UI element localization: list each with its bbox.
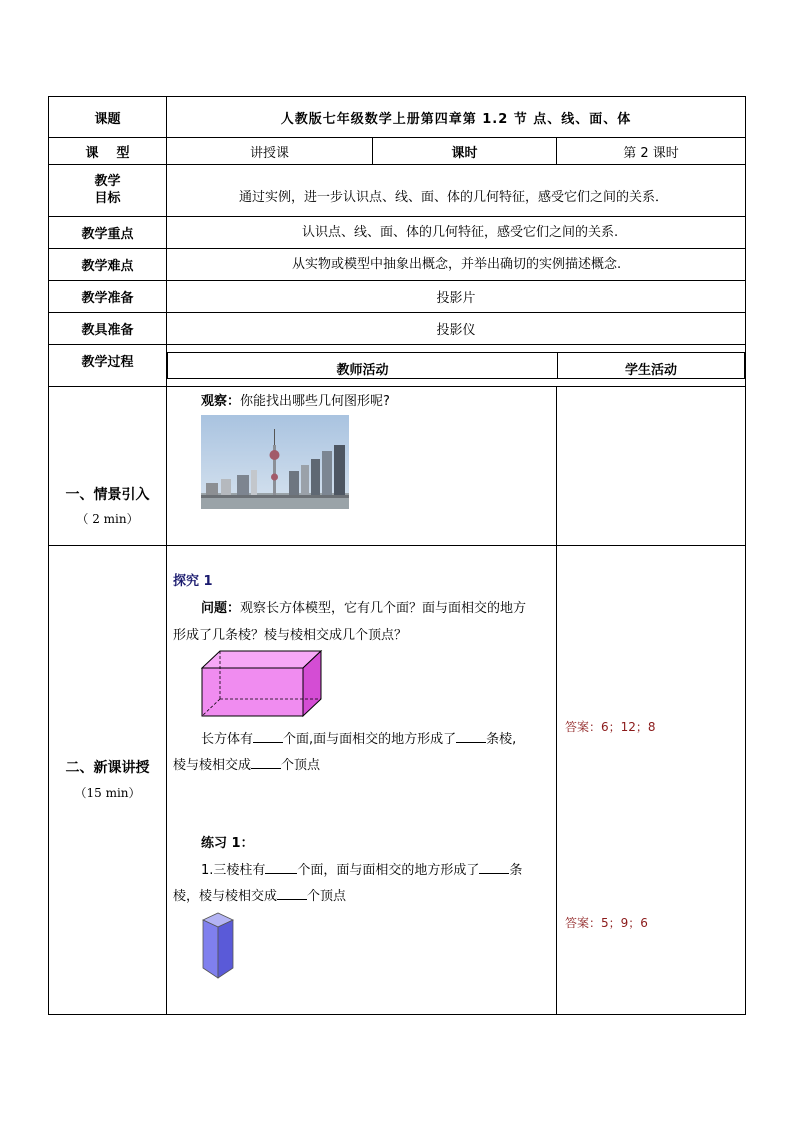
cuboid-faces-blank — [253, 730, 283, 743]
cuboid-line-2b: 个顶点 — [281, 758, 321, 773]
observe-label: 观察： — [201, 394, 241, 409]
cuboid-edges-blank — [456, 730, 486, 743]
difficulty-label: 教学难点 — [49, 249, 167, 281]
prep-text: 投影片 — [167, 281, 746, 313]
process-label: 教学过程 — [49, 345, 167, 387]
stage1-label-cell — [49, 387, 167, 546]
prism-vertices-blank — [277, 887, 307, 900]
prism-line-1a: 1.三棱柱有 — [201, 863, 266, 878]
stage1-label: 一、情景引入 — [65, 486, 150, 503]
difficulty-text — [167, 249, 746, 281]
question-text-1: 观察长方体模型，它有几个面？面与面相交的地方 — [240, 601, 527, 616]
period-label: 课时 — [373, 138, 557, 165]
prism-line-1c: 条 — [509, 863, 523, 878]
goal-label: 教学 目标 — [49, 165, 167, 217]
practice-title: 练习 1： — [201, 836, 254, 851]
prism-line-2a: 棱，棱与棱相交成 — [173, 889, 278, 904]
stage1-student-cell — [557, 387, 746, 546]
goal-text — [167, 165, 746, 217]
lesson-plan-table — [48, 96, 746, 1015]
explore-title: 探究 1 — [173, 574, 213, 589]
stage2-label-cell — [49, 546, 167, 1015]
type-label: 课 型 — [49, 138, 167, 165]
cuboid-line-1a: 长方体有 — [201, 732, 254, 747]
answer-2: 答案：5；9；6 — [565, 916, 648, 930]
period-value: 第 2 课时 — [557, 138, 746, 165]
type-value: 讲授课 — [167, 138, 373, 165]
prism-line-1b: 个面，面与面相交的地方形成了 — [297, 863, 480, 878]
teacher-activity-label: 教师活动 — [168, 353, 558, 379]
cuboid-vertices-blank — [251, 756, 281, 769]
tools-text: 投影仪 — [167, 313, 746, 345]
question-text-2: 形成了几条棱？棱与棱相交成几个顶点？ — [173, 628, 408, 643]
prep-label: 教学准备 — [49, 281, 167, 313]
cuboid-figure — [201, 650, 323, 718]
city-skyline-photo — [201, 415, 349, 509]
cuboid-line-1b: 个面,面与面相交的地方形成了 — [283, 732, 457, 747]
tools-label: 教具准备 — [49, 313, 167, 345]
observe-text: 你能找出哪些几何图形呢? — [240, 394, 390, 409]
prism-faces-blank — [265, 861, 297, 874]
cuboid-line-2a: 棱与棱相交成 — [173, 758, 252, 773]
process-header-inner — [167, 352, 745, 379]
answer-1: 答案：6；12；8 — [565, 720, 656, 734]
difficulty-text-content: 从实物或模型中抽象出概念，并举出确切的实例描述概念. — [292, 257, 622, 272]
stage2-student-cell — [557, 546, 746, 1015]
stage2-time: （15 min） — [74, 785, 141, 800]
process-header — [167, 345, 746, 387]
triangular-prism-figure — [201, 912, 235, 980]
topic-label: 课题 — [49, 97, 167, 138]
student-activity-label: 学生活动 — [558, 353, 745, 379]
question-label: 问题： — [201, 601, 241, 616]
goal-text-content: 通过实例，进一步认识点、线、面、体的几何特征，感受它们之间的关系． — [239, 190, 669, 205]
key-label: 教学重点 — [49, 217, 167, 249]
key-text — [167, 217, 746, 249]
prism-line-2b: 个顶点 — [307, 889, 347, 904]
prism-edges-blank — [479, 861, 509, 874]
stage2-label: 二、新课讲授 — [65, 760, 150, 777]
stage1-teacher-cell — [167, 387, 557, 546]
stage2-teacher-cell — [167, 546, 557, 1015]
key-text-content: 认识点、线、面、体的几何特征，感受它们之间的关系. — [302, 225, 619, 240]
topic-value: 人教版七年级数学上册第四章第 1.2 节 点、线、面、体 — [167, 97, 746, 138]
stage1-time: （ 2 min） — [76, 512, 139, 527]
cuboid-line-1c: 条棱, — [486, 732, 517, 747]
